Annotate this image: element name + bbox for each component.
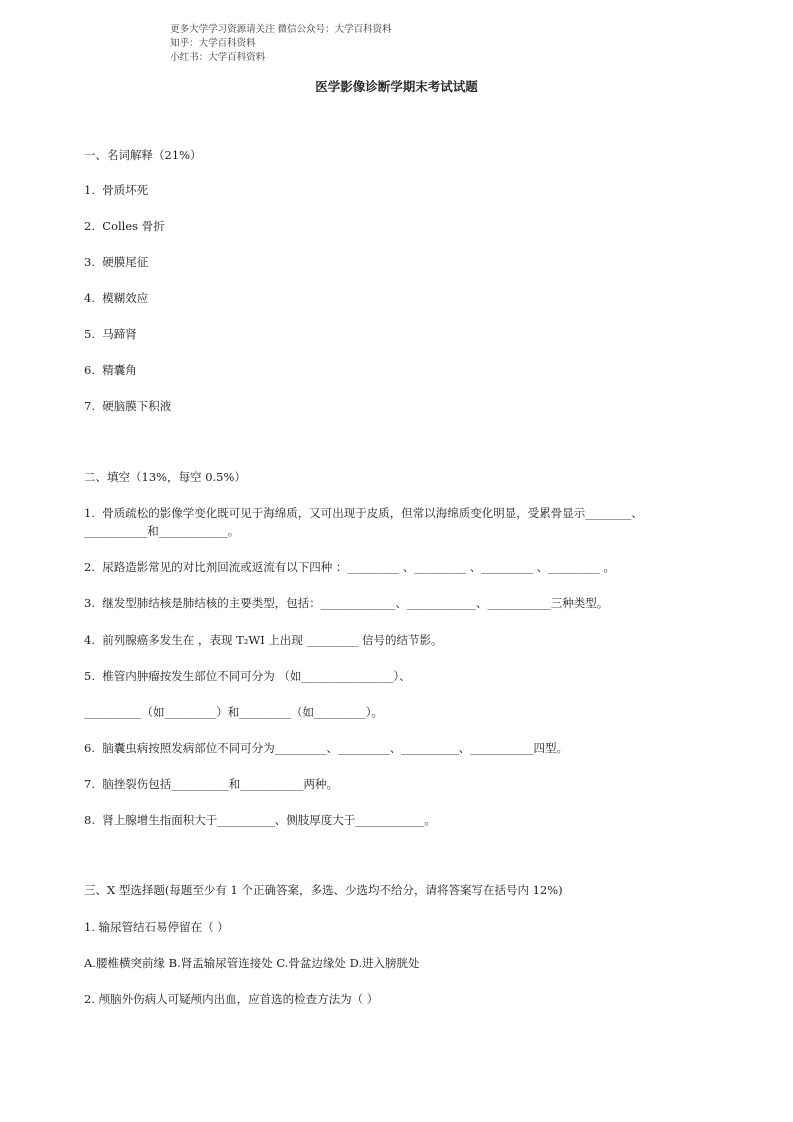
- fill-question: 6. 脑囊虫病按照发病部位不同可分为_________、_________、__________、___________四型。: [84, 741, 569, 755]
- page-header: [158, 10, 422, 74]
- exam-title: 医学影像诊断学期末考试试题: [315, 79, 478, 94]
- fill-question: 8. 肾上腺增生指面积大于__________、侧肢厚度大于____________。: [84, 813, 436, 827]
- choice-question: 1. 输尿管结石易停留在（ ）: [84, 920, 229, 934]
- term-item: 7. 硬脑膜下积液: [84, 399, 172, 413]
- section-heading: 一、名词解释（21%）: [84, 148, 202, 162]
- header-notice: 更多大学学习资源请关注 微信公众号：大学百科资料: [170, 24, 392, 35]
- fill-question: 1. 骨质疏松的影像学变化既可见于海绵质，又可出现于皮质，但常以海绵质变化明显，受累骨显示________、: [84, 506, 643, 520]
- header-zhihu: 知乎：大学百科资料: [170, 38, 256, 49]
- term-item: 4. 模糊效应: [84, 291, 149, 305]
- fill-question: 3. 继发型肺结核是肺结核的主要类型，包括：_____________、____________、___________三种类型。: [84, 596, 609, 610]
- section-heading: 三、X 型选择题(每题至少有 1 个正确答案，多选、少选均不给分，请将答案写在括号内 12%): [84, 883, 563, 897]
- term-item: 6. 精囊角: [84, 363, 137, 377]
- choice-options: A.腰椎横突前缘 B.肾盂输尿管连接处 C.骨盆边缘处 D.进入膀胱处: [84, 956, 420, 970]
- fill-question: 5. 椎管内肿瘤按发生部位不同可分为 （如________________）、: [84, 669, 411, 683]
- header-xiaohongshu: 小红书：大学百科资料: [170, 52, 266, 63]
- fill-question-cont: ___________和____________。: [84, 524, 240, 538]
- fill-question: 4. 前列腺癌多发生在 ，表现 T₂WI 上出现 _________ 信号的结节影。: [84, 633, 443, 647]
- term-item: 1. 骨质坏死: [84, 183, 149, 197]
- fill-question: 2. 尿路造影常见的对比剂回流或返流有以下四种 ：_________ 、_________ 、_________ 、_________ 。: [84, 560, 616, 574]
- choice-question: 2. 颅脑外伤病人可疑颅内出血，应首选的检查方法为（ ）: [84, 992, 379, 1006]
- section-heading: 二、填空（13%，每空 0.5%）: [84, 470, 246, 484]
- term-item: 3. 硬膜尾征: [84, 255, 149, 269]
- fill-question: 7. 脑挫裂伤包括__________和___________两种。: [84, 777, 339, 791]
- term-item: 2. Colles 骨折: [84, 219, 165, 233]
- term-item: 5. 马蹄肾: [84, 327, 137, 341]
- fill-question-cont: __________（如_________）和_________（如_________）。: [84, 705, 383, 719]
